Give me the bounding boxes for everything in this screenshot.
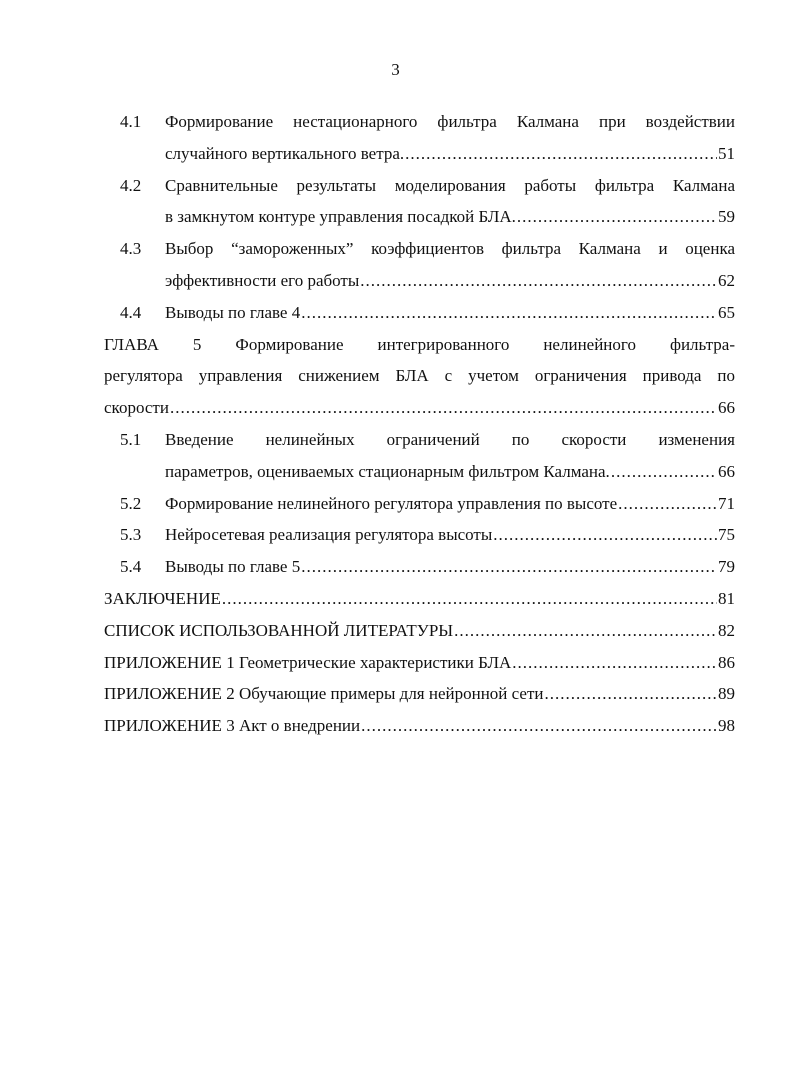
dot-leader <box>517 201 717 233</box>
toc-entry-5-4[interactable] <box>104 551 735 583</box>
entry-title-line2: параметров, оцениваемых стационарным фильтром Калмана. <box>165 461 610 481</box>
chapter-title-line1: ГЛАВА 5 Формирование интегрированного нелинейного фильтра- <box>104 334 735 354</box>
page-ref: 82 <box>718 620 735 640</box>
section-number: 4.4 <box>120 302 142 322</box>
page-ref: 66 <box>718 461 735 481</box>
dot-leader <box>170 392 717 424</box>
entry-title-line1: Выбор “замороженных” коэффициентов фильтра Калмана и оценка <box>165 239 735 259</box>
page-ref: 51 <box>718 143 735 163</box>
toc-entry-4-2-cont <box>165 201 735 233</box>
entry-title-line2: в замкнутом контуре управления посадкой БЛА. <box>165 207 516 227</box>
dot-leader <box>611 456 717 488</box>
toc-entry-chapter-5[interactable] <box>104 329 735 361</box>
toc-entry-chapter-5-cont <box>104 360 735 392</box>
section-number: 5.3 <box>120 525 142 545</box>
entry-title: Нейросетевая реализация регулятора высоты <box>165 525 493 545</box>
toc-entry-5-1-cont <box>165 456 735 488</box>
page-ref: 86 <box>718 652 735 672</box>
entry-title: Выводы по главе 4 <box>165 302 301 322</box>
dot-leader <box>301 551 717 583</box>
table-of-contents <box>104 106 735 742</box>
chapter-title-line3: скорости <box>104 398 169 418</box>
page-ref: 71 <box>718 493 735 513</box>
toc-entry-4-3[interactable] <box>104 233 735 265</box>
entry-title: ПРИЛОЖЕНИЕ 3 Акт о внедрении <box>104 716 361 736</box>
toc-entry-5-2[interactable] <box>104 488 735 520</box>
entry-title: ЗАКЛЮЧЕНИЕ <box>104 588 221 608</box>
entry-title-line2: случайного вертикального ветра. <box>165 143 405 163</box>
page-ref: 75 <box>718 525 735 545</box>
entry-title: ПРИЛОЖЕНИЕ 2 Обучающие примеры для нейронной сети <box>104 684 544 704</box>
section-number: 4.1 <box>120 112 142 131</box>
page-ref: 65 <box>718 302 735 322</box>
dot-leader <box>454 615 717 647</box>
entry-title-line1: Введение нелинейных ограничений по скорости изменения <box>165 429 735 449</box>
dot-leader <box>222 583 717 615</box>
entry-title-line1: Формирование нестационарного фильтра Калмана при воздействии <box>165 112 735 131</box>
section-number: 4.2 <box>120 175 142 195</box>
toc-entry-5-1[interactable] <box>104 424 735 456</box>
section-number: 5.1 <box>120 429 142 449</box>
toc-entry-4-1[interactable] <box>104 106 735 138</box>
chapter-title-line2: регулятора управления снижением БЛА с учетом ограничения привода по <box>104 366 735 386</box>
toc-entry-5-3[interactable] <box>104 519 735 551</box>
page-number: 3 <box>391 60 400 79</box>
dot-leader <box>545 678 718 710</box>
toc-entry-4-2[interactable] <box>104 170 735 202</box>
page-ref: 89 <box>718 684 735 704</box>
dot-leader <box>405 138 717 170</box>
entry-title: СПИСОК ИСПОЛЬЗОВАННОЙ ЛИТЕРАТУРЫ <box>104 620 454 640</box>
page-ref: 59 <box>718 207 735 227</box>
section-number: 5.4 <box>120 557 142 577</box>
dot-leader <box>361 710 717 742</box>
page-ref: 62 <box>718 270 735 290</box>
entry-leader-row <box>165 488 735 520</box>
toc-entry-appendix-2[interactable] <box>104 678 735 710</box>
toc-entry-4-4[interactable] <box>104 297 735 329</box>
entry-title-line1: Сравнительные результаты моделирования работы фильтра Калмана <box>165 175 735 195</box>
toc-entry-4-1-cont <box>165 138 735 170</box>
toc-entry-chapter-5-cont2 <box>104 392 735 424</box>
dot-leader <box>360 265 717 297</box>
toc-entry-appendix-3[interactable] <box>104 710 735 742</box>
entry-leader-row <box>165 519 735 551</box>
page-ref: 66 <box>718 398 735 418</box>
entry-title: Выводы по главе 5 <box>165 557 301 577</box>
entry-leader-row <box>165 297 735 329</box>
page-ref: 81 <box>718 588 735 608</box>
section-number: 5.2 <box>120 493 142 513</box>
page-ref: 98 <box>718 716 735 736</box>
section-number: 4.3 <box>120 239 142 259</box>
dot-leader <box>512 647 717 679</box>
page-ref: 79 <box>718 557 735 577</box>
entry-title: Формирование нелинейного регулятора управления по высоте <box>165 493 618 513</box>
entry-leader-row <box>165 551 735 583</box>
dot-leader <box>618 488 717 520</box>
entry-title: ПРИЛОЖЕНИЕ 1 Геометрические характеристики БЛА <box>104 652 512 672</box>
toc-entry-appendix-1[interactable] <box>104 647 735 679</box>
entry-title-line2: эффективности его работы <box>165 270 360 290</box>
toc-entry-conclusion[interactable] <box>104 583 735 615</box>
dot-leader <box>301 297 717 329</box>
toc-entry-4-3-cont <box>165 265 735 297</box>
dot-leader <box>493 519 717 551</box>
toc-entry-references[interactable] <box>104 615 735 647</box>
